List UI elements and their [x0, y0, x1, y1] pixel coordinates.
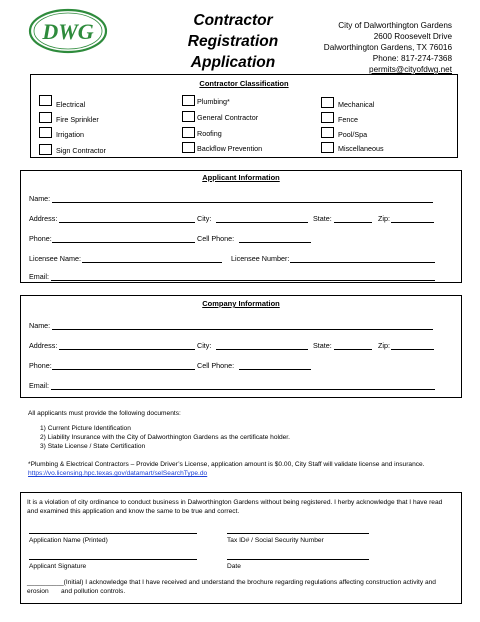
applicant-name-label: Name:	[29, 194, 51, 203]
applicant-phone-label: Phone:	[29, 234, 52, 243]
city-logo	[28, 8, 108, 54]
date-field[interactable]	[227, 559, 369, 560]
initial-blank[interactable]: __________	[27, 579, 64, 586]
document-item-3: 3) State License / State Certification	[40, 443, 146, 450]
checkbox-plumbing[interactable]	[182, 95, 195, 106]
checkbox-roofing[interactable]	[182, 127, 195, 138]
tax-id-label: Tax ID# / Social Security Number	[227, 537, 324, 544]
title-line-1: Contractor	[193, 12, 273, 29]
printed-name-label: Application Name (Printed)	[29, 537, 108, 544]
applicant-phone-field[interactable]	[52, 242, 195, 243]
checkbox-general-contractor[interactable]	[182, 111, 195, 122]
document-item-2: 2) Liability Insurance with the City of Dalworthington Gardens as the certificate holder.	[40, 434, 290, 441]
city-email[interactable]: permits@cityofdwg.net	[369, 65, 452, 74]
label-mechanical: Mechanical	[338, 100, 375, 109]
printed-name-field[interactable]	[29, 533, 197, 534]
acknowledgement-text: It is a violation of city ordinance to conduct business in Dalworthington Gardens without being registered. I herby acknowledge that I have read and examined this application and know the same to be true and correct.	[27, 499, 443, 515]
label-general-contractor: General Contractor	[197, 113, 259, 122]
company-phone-field[interactable]	[52, 369, 195, 370]
licensee-name-field[interactable]	[82, 262, 222, 263]
company-section	[20, 295, 462, 398]
company-email-label: Email:	[29, 381, 49, 390]
city-locality: Dalworthington Gardens, TX 76016	[323, 43, 452, 52]
company-zip-field[interactable]	[391, 349, 434, 350]
label-roofing: Roofing	[197, 129, 222, 138]
applicant-cell-field[interactable]	[239, 242, 311, 243]
form-title	[168, 10, 298, 73]
checkbox-pool-spa[interactable]	[321, 127, 334, 138]
company-city-label: City:	[197, 341, 212, 350]
applicant-name-field[interactable]	[52, 202, 433, 203]
label-backflow-prevention: Backflow Prevention	[197, 144, 263, 153]
plumbing-electrical-note: *Plumbing & Electrical Contractors – Provide Driver’s License, application amount is $0.00, City Staff will validate license and insurance.	[28, 461, 425, 468]
company-cell-label: Cell Phone:	[197, 361, 235, 370]
label-irrigation: Irrigation	[56, 130, 84, 139]
company-address-label: Address:	[29, 341, 58, 350]
classification-section	[30, 74, 458, 158]
licensee-number-field[interactable]	[290, 262, 435, 263]
initial-text: (Initial) I acknowledge that I have received and understand the brochure regarding regulations affecting construction activity and erosion	[27, 579, 436, 595]
initial-text-continued: and pollution controls.	[61, 588, 126, 595]
checkbox-irrigation[interactable]	[39, 127, 52, 138]
applicant-heading: Applicant Information	[202, 173, 280, 182]
acknowledgement-section	[20, 492, 462, 604]
city-name: City of Dalworthington Gardens	[338, 21, 452, 30]
checkbox-fire-sprinkler[interactable]	[39, 112, 52, 123]
company-heading: Company Information	[202, 299, 280, 308]
city-phone: Phone: 817-274-7368	[372, 54, 452, 63]
company-address-field[interactable]	[59, 349, 195, 350]
label-electrical: Electrical	[56, 100, 86, 109]
checkbox-backflow-prevention[interactable]	[182, 142, 195, 153]
signature-field[interactable]	[29, 559, 197, 560]
applicant-email-field[interactable]	[51, 280, 435, 281]
applicant-city-field[interactable]	[216, 222, 308, 223]
applicant-zip-field[interactable]	[391, 222, 434, 223]
applicant-email-label: Email:	[29, 272, 49, 281]
company-cell-field[interactable]	[239, 369, 311, 370]
documents-intro: All applicants must provide the following documents:	[28, 410, 181, 417]
applicant-cell-label: Cell Phone:	[197, 234, 235, 243]
applicant-state-field[interactable]	[334, 222, 372, 223]
city-street: 2600 Roosevelt Drive	[373, 32, 452, 41]
applicant-address-field[interactable]	[59, 222, 195, 223]
city-contact-block	[324, 20, 452, 75]
label-fence: Fence	[338, 115, 358, 124]
title-line-3: Application	[190, 54, 276, 71]
checkbox-sign-contractor[interactable]	[39, 144, 52, 155]
company-name-field[interactable]	[52, 329, 433, 330]
date-label: Date	[227, 563, 241, 570]
company-state-field[interactable]	[334, 349, 372, 350]
checkbox-miscellaneous[interactable]	[321, 142, 334, 153]
applicant-state-label: State:	[313, 214, 332, 223]
company-email-field[interactable]	[51, 389, 435, 390]
applicant-zip-label: Zip:	[378, 214, 390, 223]
applicant-address-label: Address:	[29, 214, 58, 223]
company-state-label: State:	[313, 341, 332, 350]
checkbox-electrical[interactable]	[39, 95, 52, 106]
license-search-link[interactable]: https://vo.licensing.hpc.texas.gov/datamart/selSearchType.do	[28, 470, 208, 477]
label-sign-contractor: Sign Contractor	[56, 146, 106, 155]
label-plumbing: Plumbing*	[197, 97, 230, 106]
label-pool-spa: Pool/Spa	[338, 130, 368, 139]
checkbox-mechanical[interactable]	[321, 97, 334, 108]
company-phone-label: Phone:	[29, 361, 52, 370]
applicant-section	[20, 170, 462, 283]
label-fire-sprinkler: Fire Sprinkler	[56, 115, 99, 124]
checkbox-fence[interactable]	[321, 112, 334, 123]
company-zip-label: Zip:	[378, 341, 390, 350]
company-name-label: Name:	[29, 321, 51, 330]
applicant-city-label: City:	[197, 214, 212, 223]
company-city-field[interactable]	[216, 349, 308, 350]
classification-heading: Contractor Classification	[199, 79, 289, 88]
licensee-number-label: Licensee Number:	[231, 254, 290, 263]
label-miscellaneous: Miscellaneous	[338, 144, 384, 153]
licensee-name-label: Licensee Name:	[29, 254, 81, 263]
title-line-2: Registration	[187, 33, 279, 50]
signature-label: Applicant Signature	[29, 563, 87, 570]
tax-id-field[interactable]	[227, 533, 369, 534]
document-item-1: 1) Current Picture Identification	[40, 425, 131, 432]
svg-text:DWG: DWG	[42, 19, 94, 44]
